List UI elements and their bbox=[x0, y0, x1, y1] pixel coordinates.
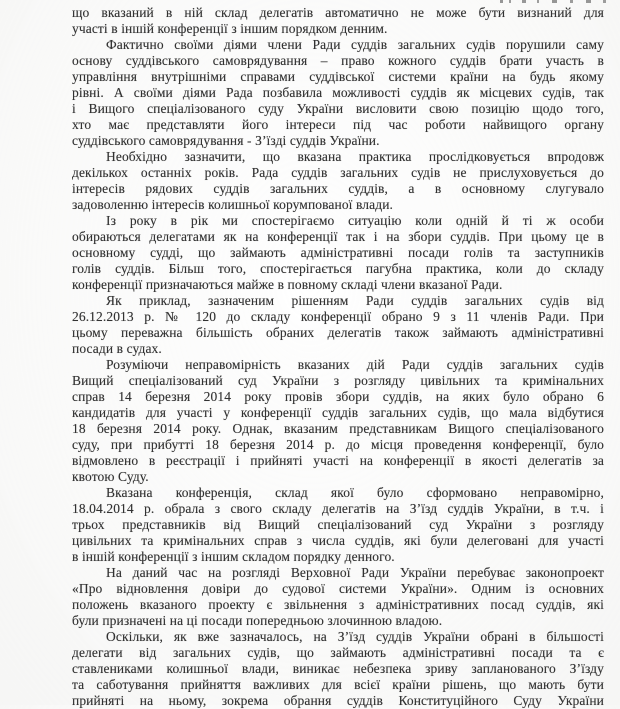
text-line: конференції призначаються майже в повному складі члени вказаної Ради. bbox=[72, 277, 503, 292]
text-line: посади в судах. bbox=[72, 341, 162, 356]
text-line: кандидатів для участі у конференції суддів загальних судів, що мала відбутися bbox=[72, 405, 604, 420]
text-line: Вказана конференція, склад якої було сформовано неправомірно, bbox=[106, 485, 604, 500]
text-line: основу суддівського самоврядування – право кожного суддів брати участь в bbox=[72, 53, 604, 68]
text-line: трьох представників від Вищий спеціалізований суд України з розгляду bbox=[72, 517, 604, 532]
text-line: Розуміючи неправомірність вказаних дій Ради суддів загальних судів bbox=[106, 357, 604, 372]
text-line: і Вищого спеціалізованого суду України висловити свою позицію щодо того, bbox=[72, 101, 604, 116]
text-line: інтересів рядових суддів загальних суддів, а в основному слугувало bbox=[72, 181, 604, 196]
text-line: основному судді, що займають адміністративні посади голів та заступників bbox=[72, 245, 604, 260]
text-line: 26.12.2013 р. № 120 до складу конференції обрано 9 з 11 членів Ради. При bbox=[72, 309, 604, 324]
text-line: На даний час на розгляді Верховної Ради України перебуває законопроект bbox=[106, 565, 604, 580]
text-line: делегати від загальних судів, що займають адміністративні посади та є bbox=[72, 645, 604, 660]
text-line: Із року в рік ми спостерігаємо ситуацію коли одній й ті ж особи bbox=[106, 213, 604, 228]
text-line: Як приклад, зазначеним рішенням Ради суддів загальних судів від bbox=[106, 293, 604, 308]
text-line: відмовлено в реєстрації і прийняті участі на конференції в якості делегатів за bbox=[72, 453, 604, 468]
document-text-column bbox=[72, 5, 604, 709]
text-line: квотою Суду. bbox=[72, 469, 149, 484]
text-line: «Про відновлення довіри до судової системи України». Одним із основних bbox=[72, 581, 604, 596]
text-line: суддівського самоврядування - З’їзді суддів України. bbox=[72, 133, 380, 148]
text-line: положень вказаного проекту є звільнення з адміністративних посад суддів, які bbox=[72, 597, 604, 612]
text-line: Необхідно зазначити, що вказана практика прослідковується впродовж bbox=[106, 149, 604, 164]
text-line: прийняті на ньому, зокрема обрання суддів Конституційного Суду України bbox=[72, 693, 604, 708]
text-line: ставлениками колишньої влади, виникає небезпека зриву запланованого З’їзду bbox=[72, 661, 604, 676]
text-line: були призначені на ці посади попередньою злочинною владою. bbox=[72, 613, 443, 628]
text-line: задоволенню інтересів колишньої корумпованої влади. bbox=[72, 197, 393, 212]
text-line: управління внутрішніми справами суддівської системи країни на будь якому bbox=[72, 69, 604, 84]
text-line: та саботування прийняття важливих для всієї країни рішень, що мають бути bbox=[72, 677, 604, 692]
text-line: Оскільки, як вже зазначалось, на З’їзд суддів України обрані в більшості bbox=[106, 629, 604, 644]
text-line: 18 березня 2014 року. Однак, вказаним представникам Вищого спеціалізованого bbox=[72, 421, 604, 436]
text-line: справ 14 березня 2014 року провів збори суддів, на яких було обрано 6 bbox=[72, 389, 604, 404]
text-line: декількох останніх років. Рада суддів загальних судів не прислуховується до bbox=[72, 165, 604, 180]
text-line: голів суддів. Більш того, спостерігається пагубна практика, коли до складу bbox=[72, 261, 604, 276]
text-line: обираються делегатами як на конференції так і на збори суддів. При цьому це в bbox=[72, 229, 604, 244]
text-line: суду, при прибутті 18 березня 2014 р. до місця проведення конференції, було bbox=[72, 437, 604, 452]
text-line: хто має представляти його інтереси під час роботи найвищого органу bbox=[72, 117, 604, 132]
text-line: 18.04.2014 р. обрала з свого складу делегатів на З’їзд суддів України, в т.ч. і bbox=[72, 501, 604, 516]
text-line: цьому переважна більшість обраних делегатів також займають адміністративні bbox=[72, 325, 604, 340]
text-line: Фактично своїми діями члени Ради суддів загальних судів порушили саму bbox=[106, 37, 604, 52]
clipped-previous-line-fragment bbox=[500, 0, 616, 3]
text-line: цивільних та кримінальних справ з числа суддів, які були делеговані для участі bbox=[72, 533, 604, 548]
text-line: Вищий спеціалізований суд України з розгляду цивільних та кримінальних bbox=[72, 373, 604, 388]
text-line: участі в іншій конференції з іншим порядком денним. bbox=[72, 21, 388, 36]
text-line: в іншій конференції з іншим складом порядку денного. bbox=[72, 549, 395, 564]
text-line: що вказаний в ній склад делегатів автоматично не може бути визнаний для bbox=[72, 5, 604, 20]
text-line: рівні. А своїми діями Рада позбавила можливості суддів як місцевих судів, так bbox=[72, 85, 604, 100]
